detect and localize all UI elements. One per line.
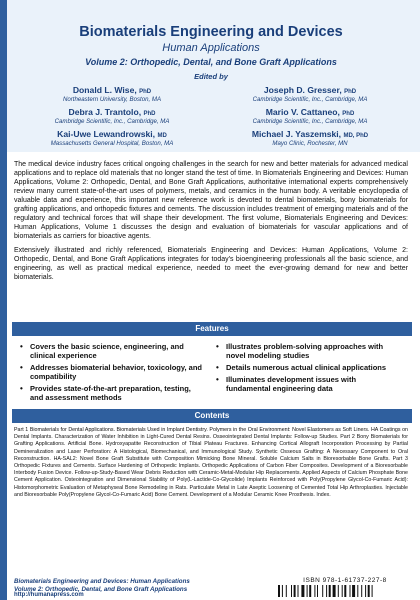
bullet-icon: • [216,375,219,384]
features-right-column [216,342,402,396]
isbn-label: ISBN 978-1-61737-227-8 [303,577,387,584]
editor-name: Kai-Uwe Lewandrowski, [57,129,156,139]
footer-line-1: Biomaterials Engineering and Devices: Human Applications [14,578,190,585]
barcode-bar [350,585,351,597]
barcode-bar [365,585,366,597]
bullet-icon: • [20,342,23,351]
bullet-icon: • [20,363,23,372]
barcode-bar [357,585,358,597]
editor-name: Joseph D. Gresser, [263,85,342,95]
barcode-bar [344,585,346,597]
barcode-bar [309,585,311,597]
spine-strip [0,0,7,600]
feature-item: • Provides state-of-the-art preparation, testing, and assessment methods [20,384,191,402]
editor-1 [14,85,210,103]
editor-name: Donald L. Wise, [72,85,137,95]
barcode-bar [352,585,355,597]
editor-affiliation: Cambridge Scientific, Inc., Cambridge, MA [252,118,368,125]
barcode-bar [333,585,336,597]
editor-name: Mario V. Cattaneo, [265,107,340,117]
editor-affiliation: Mayo Clinic, Rochester, MN [272,140,348,147]
editor-affiliation: Cambridge Scientific, Inc., Cambridge, MA [54,118,170,125]
features-left-column [20,342,206,405]
editor-5 [14,129,210,147]
barcode-bar [361,585,362,597]
feature-item: • Illustrates problem-solving approaches with novel modeling studies [216,342,384,360]
editor-degree: PhD [342,111,355,117]
feature-item: • Illuminates development issues with fundamental engineering data [216,375,357,393]
barcode-bar [368,585,370,597]
barcode-bar [326,585,327,597]
editor-4 [212,107,408,125]
contents-text: Part 1 Biomaterials for Dental Applications. Biomaterials Used in Implant Dentistry. Polymers in the Oral Environment: Novel Elastomers as Soft Liners. HA Coatings on Dental Implants. Characterization of Water Inhibition in Light-Cured Dental Resins. Osseointegrated Dental Implants: Follow-up Studies. Part 2 Bony Biomaterials for Grafting Applications. Artificial Bone. Hydroxyapatite Reconstruction of Tibial Plateau Fractures. Enhancing Cortical Allograft Incorporation Processing by Partial Demineralization and Laser Perforation: A Histological, Biomechanical, and Immunological Study. Synthetic Osseous Grafting: A Necessary Component to Oral Reconstruction. HA-SAL2: Novel Bone Graft Substitute with Composition Mimicking Bone Mineral. Soluble Calcium Salts in Bioresorbable Bone Grafts. Part 3 Orthopedic Fixtures and Cements. Surface Hardening of Orthopedic Implants. Orthopedic Applications of Carbon Fiber Composites. Development of a Bioresorbable Interbody Fusion Device. Follow-up-Study-Based Wear Debris Reduction with Ceramic-Metal-Modular Hip Replacements. Applied Aspects of Calcium Phosphate Bone Cement Application. Osteointegration and Dimensional Stability of Poly(L-Lactide-Co-Glycolide) Implants Reinforced with Poly(Propylene Glycol-Co-Fumaric Acid): Histomorphometric Evaluation of Metaphyseal Bone Remodeling in Rats. Particulate Metal in Late Aseptic Loosening of Cemented Total Hip Arthroplasties. Injectable and Bioresorbable Poly(Propylene Glycol-Co-Fumaric Acid) Bone Cement. Development of a Modular Ceramic Knee Prosthesis. Index. [14,427,408,498]
barcode-bar [307,585,308,597]
barcode-bar [317,585,318,597]
barcode [276,585,414,597]
features-heading: Features [12,322,412,336]
bullet-icon: • [216,363,219,372]
description [14,160,408,287]
barcode-bar [329,585,331,597]
editor-name: Debra J. Trantolo, [68,107,142,117]
barcode-bar [278,585,280,597]
footer-line-2: Volume 2: Orthopedic, Dental, and Bone Graft Applications [14,585,188,593]
barcode-bar [338,585,339,597]
barcode-bar [314,585,315,597]
bullet-icon: • [216,342,219,351]
editor-affiliation: Massachusetts General Hospital, Boston, MA [50,140,174,147]
barcode-bar [342,585,343,597]
editor-3 [14,107,210,125]
barcode-bar [322,585,323,597]
editor-degree: PhD [139,89,152,95]
editor-affiliation: Cambridge Scientific, Inc., Cambridge, MA [252,96,368,103]
description-paragraph: Extensively illustrated and richly referenced, Biomaterials Engineering and Devices: Human Applications, Volume 2: Orthopedic, Dental, and Bone Graft Applications integrates for today's bioengineering professionals all the basic science, and engineering, as well as practical medical experience, needed to meet the ever-growing demand for new and better biomaterials. [14,247,408,281]
barcode-bar [301,585,304,597]
editor-affiliation: Northeastern University, Boston, MA [62,96,162,103]
book-title: Biomaterials Engineering and Devices [79,24,343,40]
barcode-bar [298,585,299,597]
footer-series [14,578,254,593]
editor-degree: PhD [143,111,156,117]
editor-6 [212,129,408,147]
barcode-bar [372,585,373,597]
barcode-bar [294,585,296,597]
publisher-url[interactable]: http://humanapress.com [14,592,84,598]
editor-name: Michael J. Yaszemski, [251,129,342,139]
barcode-bar [291,585,292,597]
bullet-icon: • [20,384,23,393]
editor-2 [212,85,408,103]
contents-heading: Contents [12,409,412,423]
book-subtitle: Human Applications [162,42,260,54]
volume-title: Volume 2: Orthopedic, Dental, and Bone Graft Applications [85,57,337,67]
edited-by-label: Edited by [194,72,228,81]
editor-degree: PhD [344,89,357,95]
feature-item: • Covers the basic science, engineering, and clinical experience [20,342,184,360]
feature-item: • Details numerous actual clinical applications [216,363,387,372]
barcode-bar [282,585,283,597]
editor-degree: MD [157,133,167,139]
editor-degree: MD, PhD [343,133,369,139]
feature-item: • Addresses biomaterial behavior, toxicology, and compatibility [20,363,202,381]
description-paragraph: The medical device industry faces critical ongoing challenges in the search for new and better materials for advanced medical applications and to replace old materials that no longer stand the test of time. In Biomaterials Engineering and Devices: Human Applications, Volume 2: Orthopedic, Dental, and Bone Graft Applications, authoritative international experts comprehensively review many current state-of-the-art uses of polymers, metals, and ceramics in the human body. A veritable encyclopedia of valuable data and experience, this important new reference work is devoted to dental biomaterials, bony biomaterials for grafting applications, and orthopedic fixtures and cements. The discussion includes treatment of emerging materials and of the regulatory and technical forces that will shape their development. The first volume, Biomaterials Engineering and Devices: Human Applications, Volume 1 discusses the design and evaluation of biomaterials for vascular applications and of biomaterials as carriers for bioactive agents. [14,161,408,240]
barcode-bar [286,585,287,597]
